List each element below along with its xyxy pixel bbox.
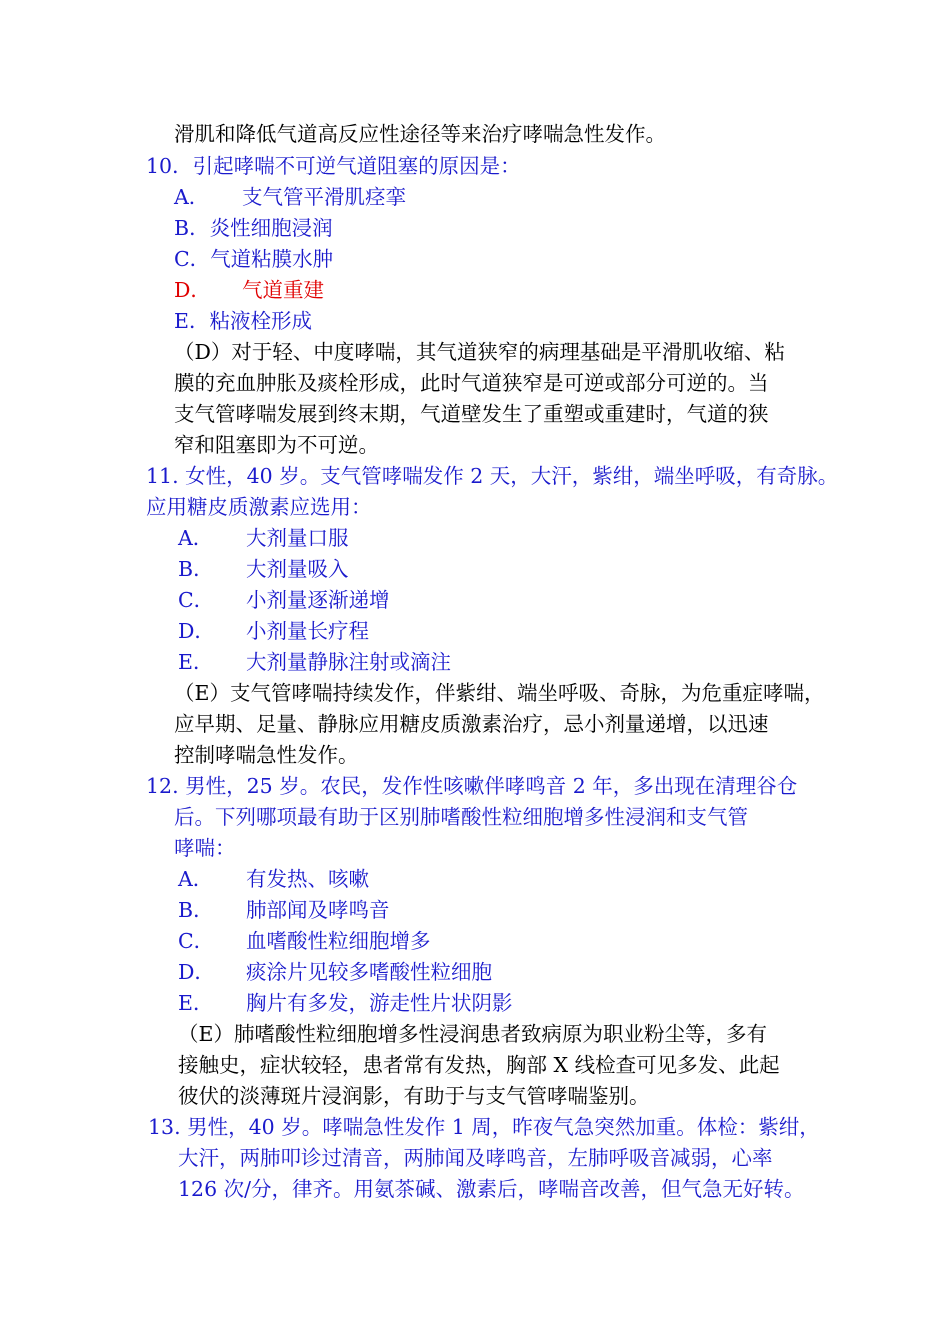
option-label: D． [178, 619, 215, 643]
option-12-d [178, 958, 492, 986]
option-11-d [178, 617, 369, 645]
answer-11-line-1: （E）支气管哮喘持续发作，伴紫绀、端坐呼吸、奇脉，为危重症哮喘， [174, 681, 825, 705]
option-text: 肺部闻及哮鸣音 [246, 898, 390, 922]
option-label: E． [178, 991, 214, 1015]
option-text: 大剂量静脉注射或滴注 [246, 650, 451, 674]
option-text: 胸片有多发，游走性片状阴影 [246, 991, 513, 1015]
answer-12-line-2: 接触史，症状较轻，患者常有发热，胸部 X 线检查可见多发、此起 [178, 1053, 780, 1077]
option-text: 气道重建 [242, 278, 324, 302]
option-10-d-correct [174, 276, 324, 304]
option-10-e: E．粘液栓形成 [174, 309, 312, 333]
option-text: 小剂量逐渐递增 [246, 588, 390, 612]
answer-12-line-1: （E）肺嗜酸性粒细胞增多性浸润患者致病原为职业粉尘等，多有 [178, 1022, 767, 1046]
option-label: B． [178, 898, 214, 922]
option-12-e [178, 989, 513, 1017]
option-10-a [174, 183, 406, 211]
option-text: 支气管平滑肌痉挛 [242, 185, 406, 209]
answer-text-9-tail: 滑肌和降低气道高反应性途径等来治疗哮喘急性发作。 [174, 122, 666, 146]
option-11-c [178, 586, 390, 614]
answer-10-line-4: 窄和阻塞即为不可逆。 [174, 433, 379, 457]
option-text: 有发热、咳嗽 [246, 867, 369, 891]
option-label: B． [178, 557, 214, 581]
option-label: A． [178, 526, 214, 550]
option-12-c [178, 927, 431, 955]
question-12-line-1: 12. 男性，25 岁。农民，发作性咳嗽伴哮鸣音 2 年，多出现在清理谷仓 [146, 774, 798, 798]
question-11-line-2: 应用糖皮质激素应选用： [146, 495, 372, 519]
option-label: D． [174, 278, 211, 302]
question-13-line-1: 13. 男性，40 岁。哮喘急性发作 1 周，昨夜气急突然加重。体检：紫绀， [148, 1115, 820, 1139]
option-label: D． [178, 960, 215, 984]
option-10-b: B．炎性细胞浸润 [174, 216, 333, 240]
question-13-line-3: 126 次/分，律齐。用氨茶碱、激素后，哮喘音改善，但气急无好转。 [178, 1177, 805, 1201]
question-10: 10．引起哮喘不可逆气道阻塞的原因是： [146, 154, 521, 178]
option-11-e [178, 648, 451, 676]
answer-12-line-3: 彼伏的淡薄斑片浸润影，有助于与支气管哮喘鉴别。 [178, 1084, 650, 1108]
question-13-line-2: 大汗，两肺叩诊过清音，两肺闻及哮鸣音，左肺呼吸音减弱，心率 [178, 1146, 773, 1170]
option-label: A． [174, 185, 210, 209]
answer-11-line-2: 应早期、足量、静脉应用糖皮质激素治疗，忌小剂量递增，以迅速 [174, 712, 769, 736]
question-11-line-1: 11. 女性，40 岁。支气管哮喘发作 2 天，大汗，紫绀，端坐呼吸，有奇脉。 [146, 464, 839, 488]
answer-10-line-1: （D）对于轻、中度哮喘，其气道狭窄的病理基础是平滑肌收缩、粘 [174, 340, 785, 364]
option-11-a [178, 524, 349, 552]
option-text: 小剂量长疗程 [246, 619, 369, 643]
answer-10-line-3: 支气管哮喘发展到终末期，气道壁发生了重塑或重建时，气道的狭 [174, 402, 769, 426]
option-11-b [178, 555, 349, 583]
answer-11-line-3: 控制哮喘急性发作。 [174, 743, 359, 767]
option-label: C． [178, 929, 215, 953]
option-12-a [178, 865, 369, 893]
option-label: C． [178, 588, 215, 612]
option-text: 大剂量口服 [246, 526, 349, 550]
option-label: E． [178, 650, 214, 674]
option-text: 大剂量吸入 [246, 557, 349, 581]
answer-10-line-2: 膜的充血肿胀及痰栓形成，此时气道狭窄是可逆或部分可逆的。当 [174, 371, 769, 395]
option-text: 痰涂片见较多嗜酸性粒细胞 [246, 960, 492, 984]
option-text: 血嗜酸性粒细胞增多 [246, 929, 431, 953]
option-label: A． [178, 867, 214, 891]
option-10-c: C．气道粘膜水肿 [174, 247, 334, 271]
option-12-b [178, 896, 390, 924]
question-12-line-2: 后。下列哪项最有助于区别肺嗜酸性粒细胞增多性浸润和支气管 [174, 805, 748, 829]
question-12-line-3: 哮喘： [174, 836, 236, 860]
